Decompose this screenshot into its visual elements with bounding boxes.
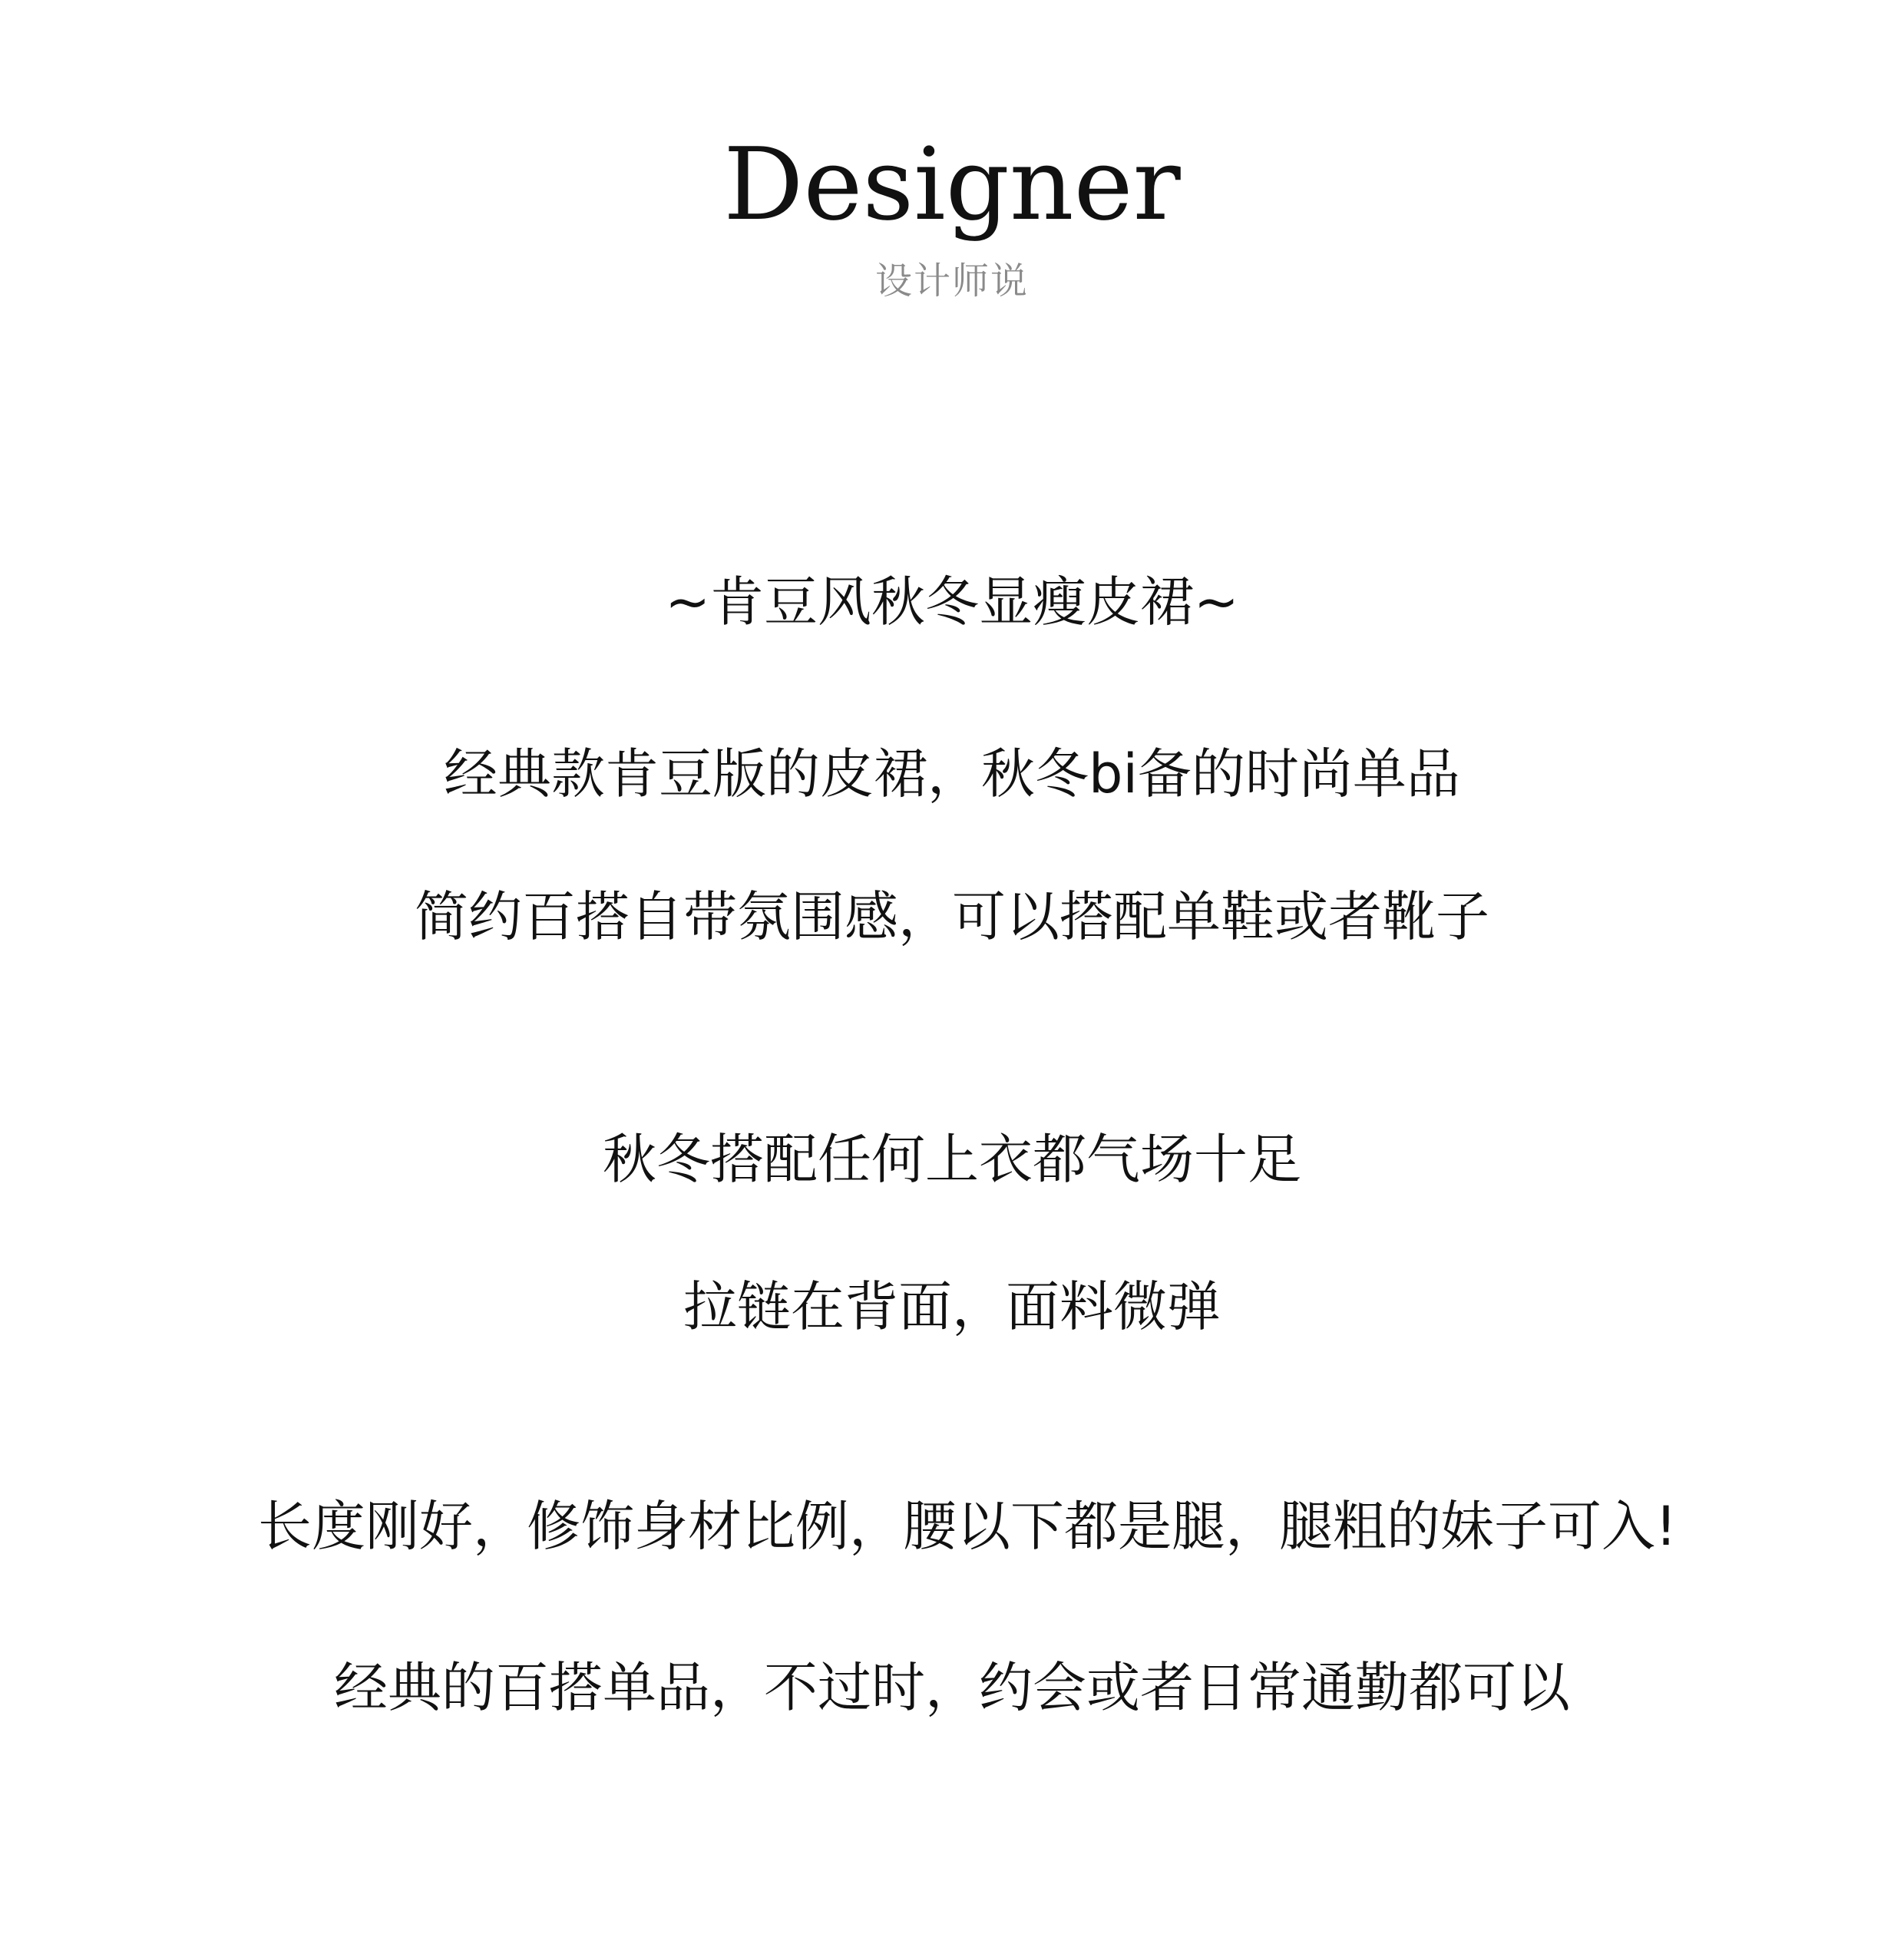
product-heading: ~肯豆风秋冬显瘦皮裙~ — [665, 570, 1239, 633]
description-line: 简约百搭自带氛围感，可以搭配单鞋或者靴子 — [415, 885, 1489, 948]
description-line: 经典的百搭单品，不过时，约会或者日常通勤都可以 — [334, 1656, 1570, 1719]
description-line: 经典款肯豆版的皮裙，秋冬bi备的时尚单品 — [444, 742, 1460, 805]
description-line: 拉链在背面，面料微弹 — [683, 1275, 1221, 1338]
designer-subtitle: 设计师说 — [874, 260, 1029, 303]
description-line: 长度刚好，修饰身材比例，腰以下都是腿，腿粗的妹子可入! — [257, 1495, 1678, 1558]
description-line: 秋冬搭配任何上衣都气场十足 — [603, 1128, 1301, 1191]
designer-title: Designer — [723, 126, 1181, 243]
